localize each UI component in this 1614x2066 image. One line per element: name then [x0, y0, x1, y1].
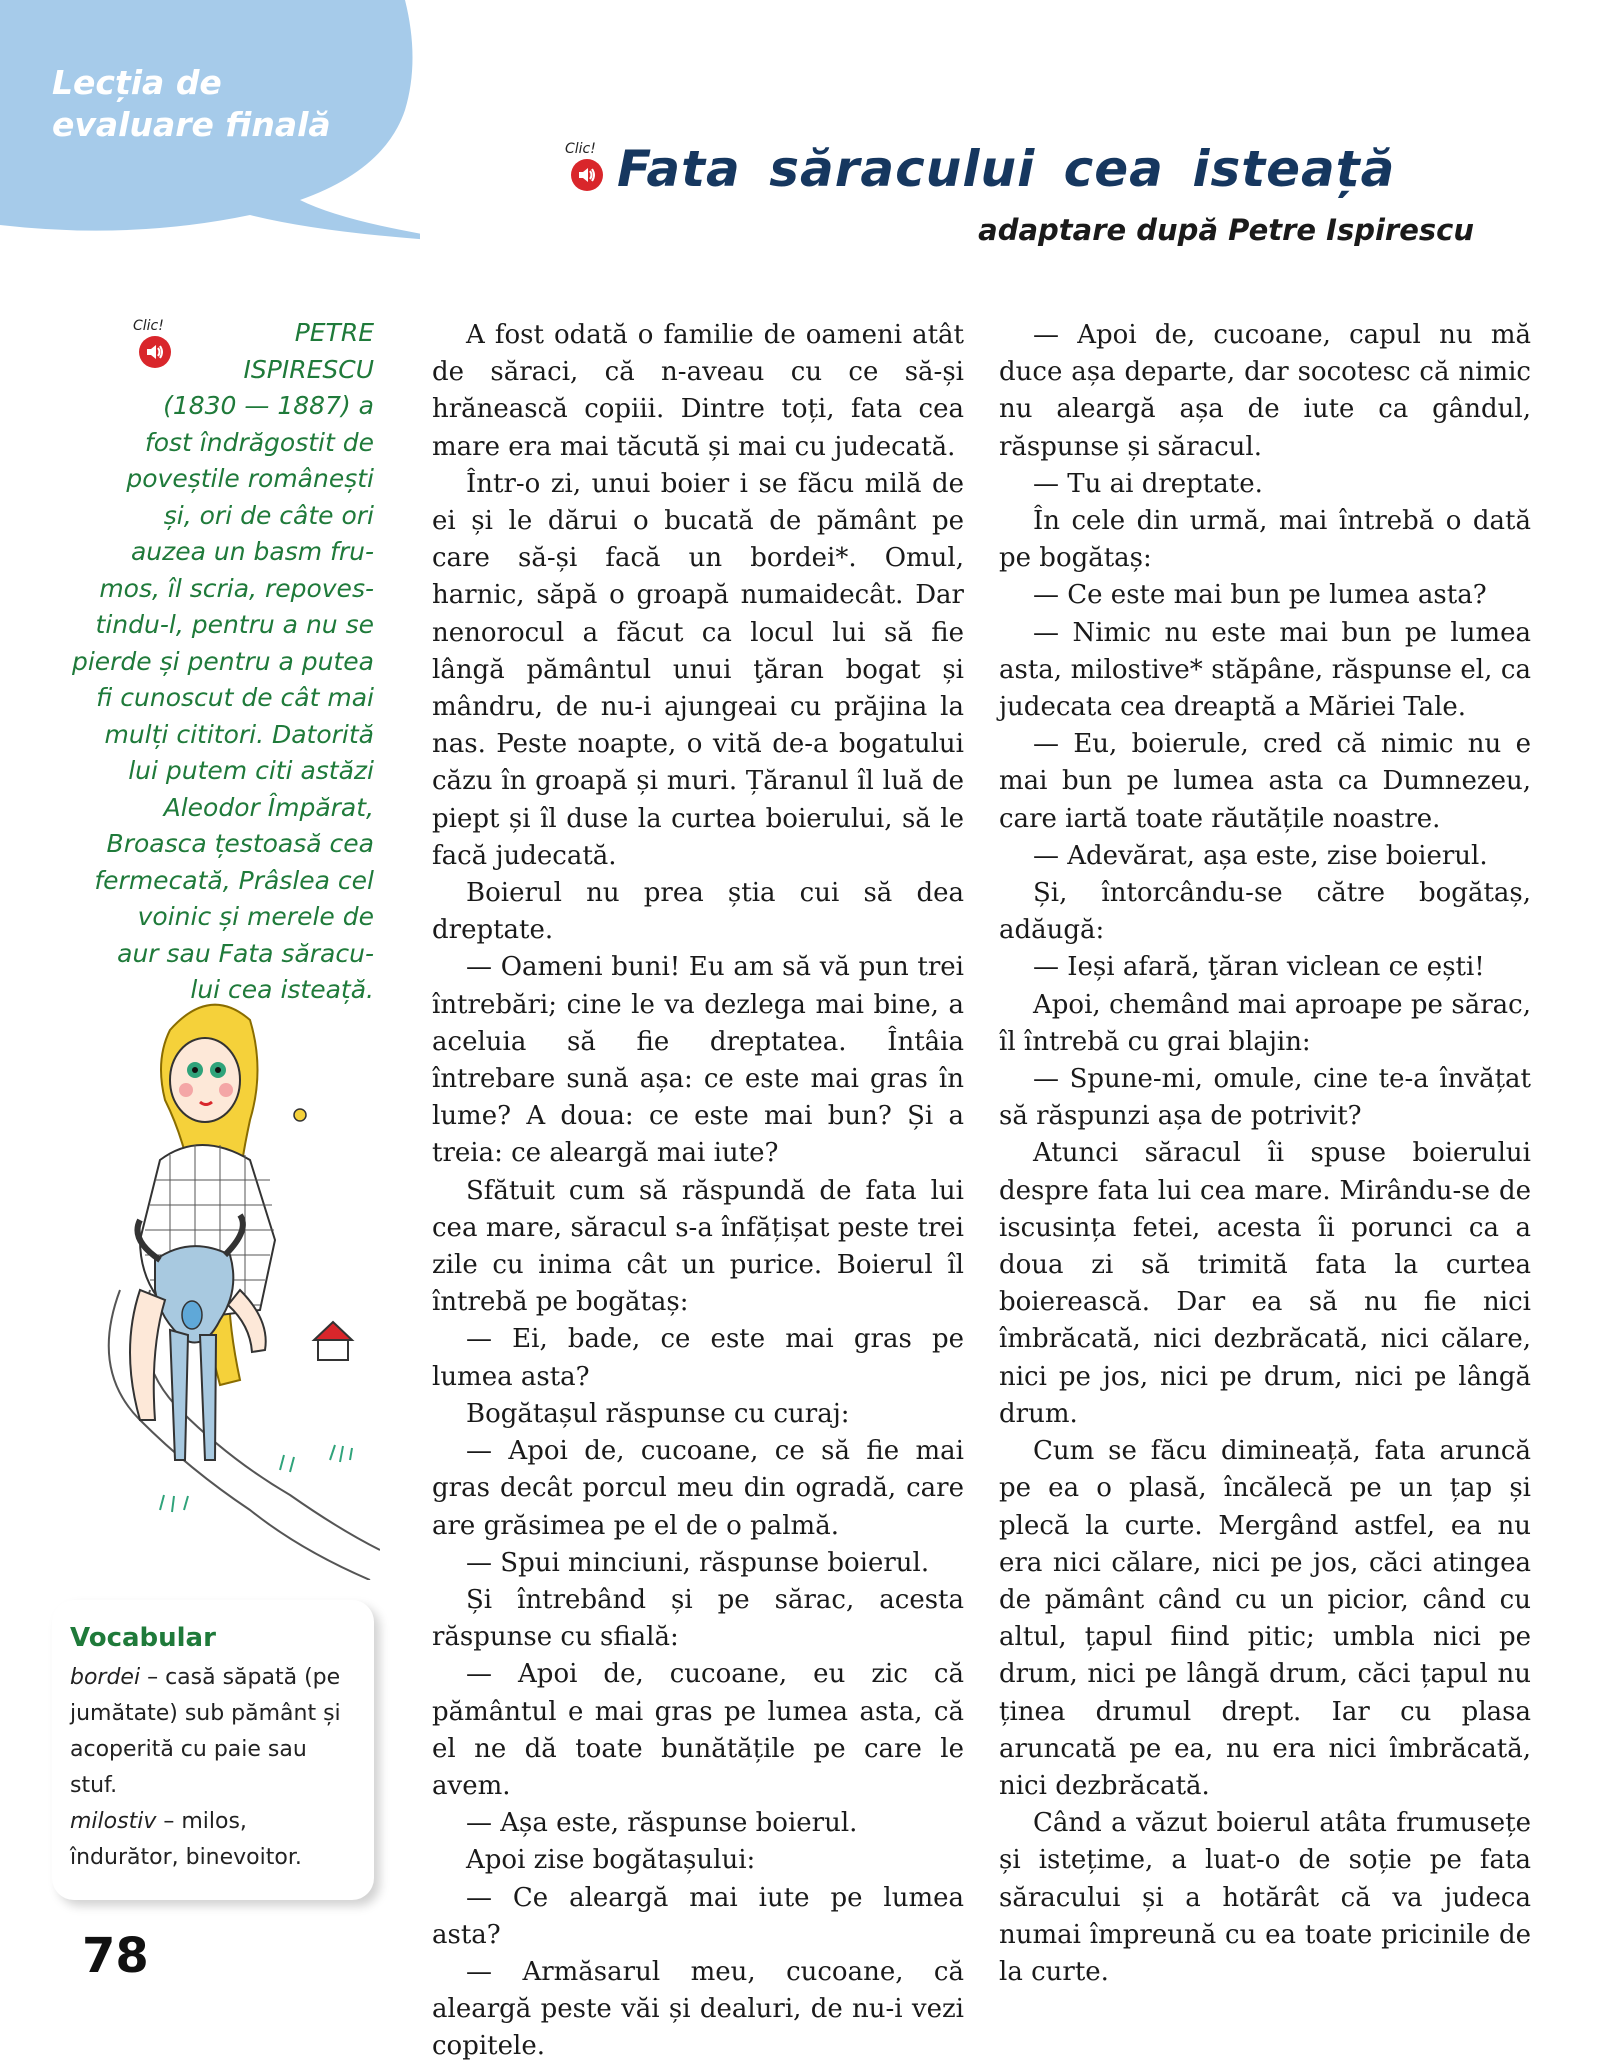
bio-line: Aleodor Împărat,: [163, 792, 374, 822]
bio-line: auzea un basm fru-: [130, 537, 374, 566]
story-paragraph: — Apoi de, cucoane, eu zic că pământul e mai gras pe lumea asta, că el ne dă toate bunătățile pe care le avem.: [432, 1659, 964, 1801]
vocabulary-definition: – milos, îndurător, binevoitor.: [70, 1809, 302, 1870]
bio-line: ISPIRESCU: [243, 354, 374, 384]
lesson-label: [52, 62, 331, 146]
story-column-1: [432, 317, 964, 2066]
story-paragraph: — Apoi de, cucoane, capul nu mă duce așa departe, dar socotesc că nimic nu aleargă așa de iute ca gândul, răspunse și săracul.: [999, 320, 1531, 462]
story-paragraph: — Adevărat, așa este, zise boierul.: [1033, 840, 1488, 871]
story-paragraph: A fost odată o familie de oameni atât de săraci, că n-aveau cu ce să-și hrănească copiii. Dintre toți, fata cea mare era mai tăcută și mai cu judecată.: [432, 320, 964, 462]
bio-line: fi cunoscut de cât mai: [96, 683, 374, 712]
page-subtitle: adaptare după Petre Ispirescu: [978, 213, 1474, 247]
story-paragraph: Cum se făcu dimineață, fata aruncă pe ea o plasă, încălecă pe un țap și plecă la curte. Mergând astfel, ea nu era nici călare, nici pe jos, căci atingea de pământ când cu un picior, când cu altul, țapul fiind pitic; umbla nici pe drum, nici pe lângă drum, căci țapul nu ținea drumul drept. Iar cu plasa aruncată pe ea, nu era nici îmbrăcată, nici dezbrăcată.: [999, 1436, 1531, 1801]
story-paragraph: — Așa este, răspunse boierul.: [466, 1808, 858, 1839]
bio-line: poveștile românești: [126, 464, 374, 493]
bio-line: (1830 — 1887) a: [163, 391, 374, 420]
vocabulary-definition: – casă săpată (pe jumătate) sub pământ și acoperită cu paie sau stuf.: [70, 1665, 341, 1798]
page-number: 78: [82, 1928, 149, 1984]
story-paragraph: — Oameni buni! Eu am să vă pun trei întrebări; cine le va dezlega mai bine, a aceluia să fie dreptatea. Întâia întrebare sună așa: ce este mai gras în lume? A doua: ce este mai bun? Și a treia: ce aleargă mai iute?: [432, 952, 964, 1169]
title-row: [565, 140, 1395, 198]
story-paragraph: Și, întorcându-se către bogătaș, adăugă:: [999, 878, 1531, 946]
story-paragraph: — Spune-mi, omule, cine te-a învățat să răspunzi așa de potrivit?: [999, 1064, 1531, 1132]
bio-line: voinic și merele de: [137, 902, 374, 931]
bio-line: mulți cititori. Datorită: [104, 719, 374, 749]
bio-line: mos, îl scria, repoves-: [99, 573, 374, 603]
vocabulary-title: Vocabular: [70, 1623, 216, 1653]
vocabulary-entry: [70, 1804, 356, 1876]
bio-line: pierde și pentru a putea: [71, 646, 374, 676]
story-paragraph: — Armăsarul meu, cucoane, că aleargă peste văi și dealuri, de nu-i vezi copitele.: [432, 1956, 964, 2062]
bio-line: aur sau Fata săracu-: [117, 938, 374, 968]
clic-label: Clic!: [565, 141, 596, 157]
story-paragraph: Când a văzut boierul atâta frumusețe și istețime, a luat-o de soție pe fata săracului și a hotărât că va judeca numai împreună cu ea toate pricinile de la curte.: [999, 1808, 1531, 1987]
story-paragraph: — Ieși afară, ţăran viclean ce ești!: [1033, 952, 1485, 983]
page-title: Fata săracului cea isteață: [617, 140, 1396, 198]
bio-clic-label: Clic!: [133, 318, 164, 334]
vocabulary-entry: [70, 1660, 356, 1804]
bio-line: și, ori de câte ori: [163, 500, 374, 530]
girl-on-goat-illustration: [100, 990, 380, 1580]
story-paragraph: Bogătașul răspunse cu curaj:: [466, 1398, 850, 1429]
story-column-2: [999, 317, 1531, 1991]
story-paragraph: Boierul nu prea știa cui să dea dreptate.: [432, 878, 964, 946]
bio-line: PETRE: [294, 318, 374, 347]
story-paragraph: Într-o zi, unui boier i se făcu milă de ei și le dărui o bucată de pământ pe care să-și facă un bordei*. Omul, harnic, săpă o groapă numaidecât. Dar nenorocul a făcut ca locul lui să fie lângă pământul unui ţăran bogat și mândru, de nu-i ajungeai cu prăjina la nas. Peste noapte, o vită de-a bogatului căzu în groapă și muri. Țăranul îl luă de piept și îl duse la curtea boierului, să le facă judecată.: [432, 468, 964, 871]
speaker-icon: [571, 159, 603, 191]
story-paragraph: — Ce este mai bun pe lumea asta?: [1033, 580, 1487, 611]
bio-line: Broasca țestoasă cea: [106, 829, 374, 858]
bio-line: tindu-l, pentru a nu se: [95, 610, 374, 639]
story-paragraph: Apoi, chemând mai aproape pe sărac, îl întrebă cu grai blajin:: [999, 989, 1531, 1057]
bio-line: fost îndrăgostit de: [144, 427, 374, 457]
story-paragraph: — Ce aleargă mai iute pe lumea asta?: [432, 1882, 964, 1950]
vocabulary-term: milostiv: [70, 1809, 157, 1834]
story-paragraph: Și întrebând și pe sărac, acesta răspunse cu sfială:: [432, 1584, 964, 1653]
bio-line: fermecată, Prâslea cel: [94, 865, 374, 895]
story-paragraph: — Tu ai dreptate.: [1033, 468, 1263, 499]
story-paragraph: — Eu, boierule, cred că nimic nu e mai bun pe lumea asta ca Dumnezeu, care iartă toate răutățile noastre.: [999, 729, 1531, 834]
story-paragraph: Apoi zise bogătașului:: [466, 1845, 756, 1876]
bio-line: lui putem citi astăzi: [128, 756, 374, 785]
story-paragraph: — Apoi de, cucoane, ce să fie mai gras decât porcul meu din ogradă, care are grăsimea pe el de o palmă.: [432, 1436, 964, 1541]
story-paragraph: În cele din urmă, mai întrebă o dată pe bogătaș:: [999, 506, 1531, 574]
story-paragraph: Sfătuit cum să răspundă de fata lui cea mare, săracul s-a înfățișat peste trei zile cu inima cât un purice. Boierul îl întrebă pe bogătaș:: [432, 1175, 964, 1318]
story-paragraph: — Spui minciuni, răspunse boierul.: [466, 1547, 930, 1578]
story-paragraph: Atunci săracul îi spuse boierului despre fata lui cea mare. Mirându-se de iscusința fetei, acesta îi porunci ca a doua zi să trimită fata la curtea boierească. Dar ea să nu fie nici îmbrăcată, nici dezbrăcată, nici călare, nici pe jos, nici pe drum, nici pe lângă drum.: [999, 1138, 1531, 1429]
lesson-label-line1: Lecția de: [52, 63, 222, 102]
lesson-label-line2: evaluare finală: [52, 105, 331, 144]
story-paragraph: — Nimic nu este mai bun pe lumea asta, milostive* stăpâne, răspunse el, ca judecata cea dreaptă a Măriei Tale.: [999, 617, 1531, 723]
story-paragraph: — Ei, bade, ce este mai gras pe lumea asta?: [432, 1324, 964, 1392]
author-bio: [40, 315, 374, 1009]
bio-line: lui cea isteață.: [190, 975, 374, 1004]
vocabulary-term: bordei: [70, 1665, 141, 1690]
audio-clic-button[interactable]: [565, 141, 609, 197]
vocabulary-box: [52, 1600, 374, 1900]
